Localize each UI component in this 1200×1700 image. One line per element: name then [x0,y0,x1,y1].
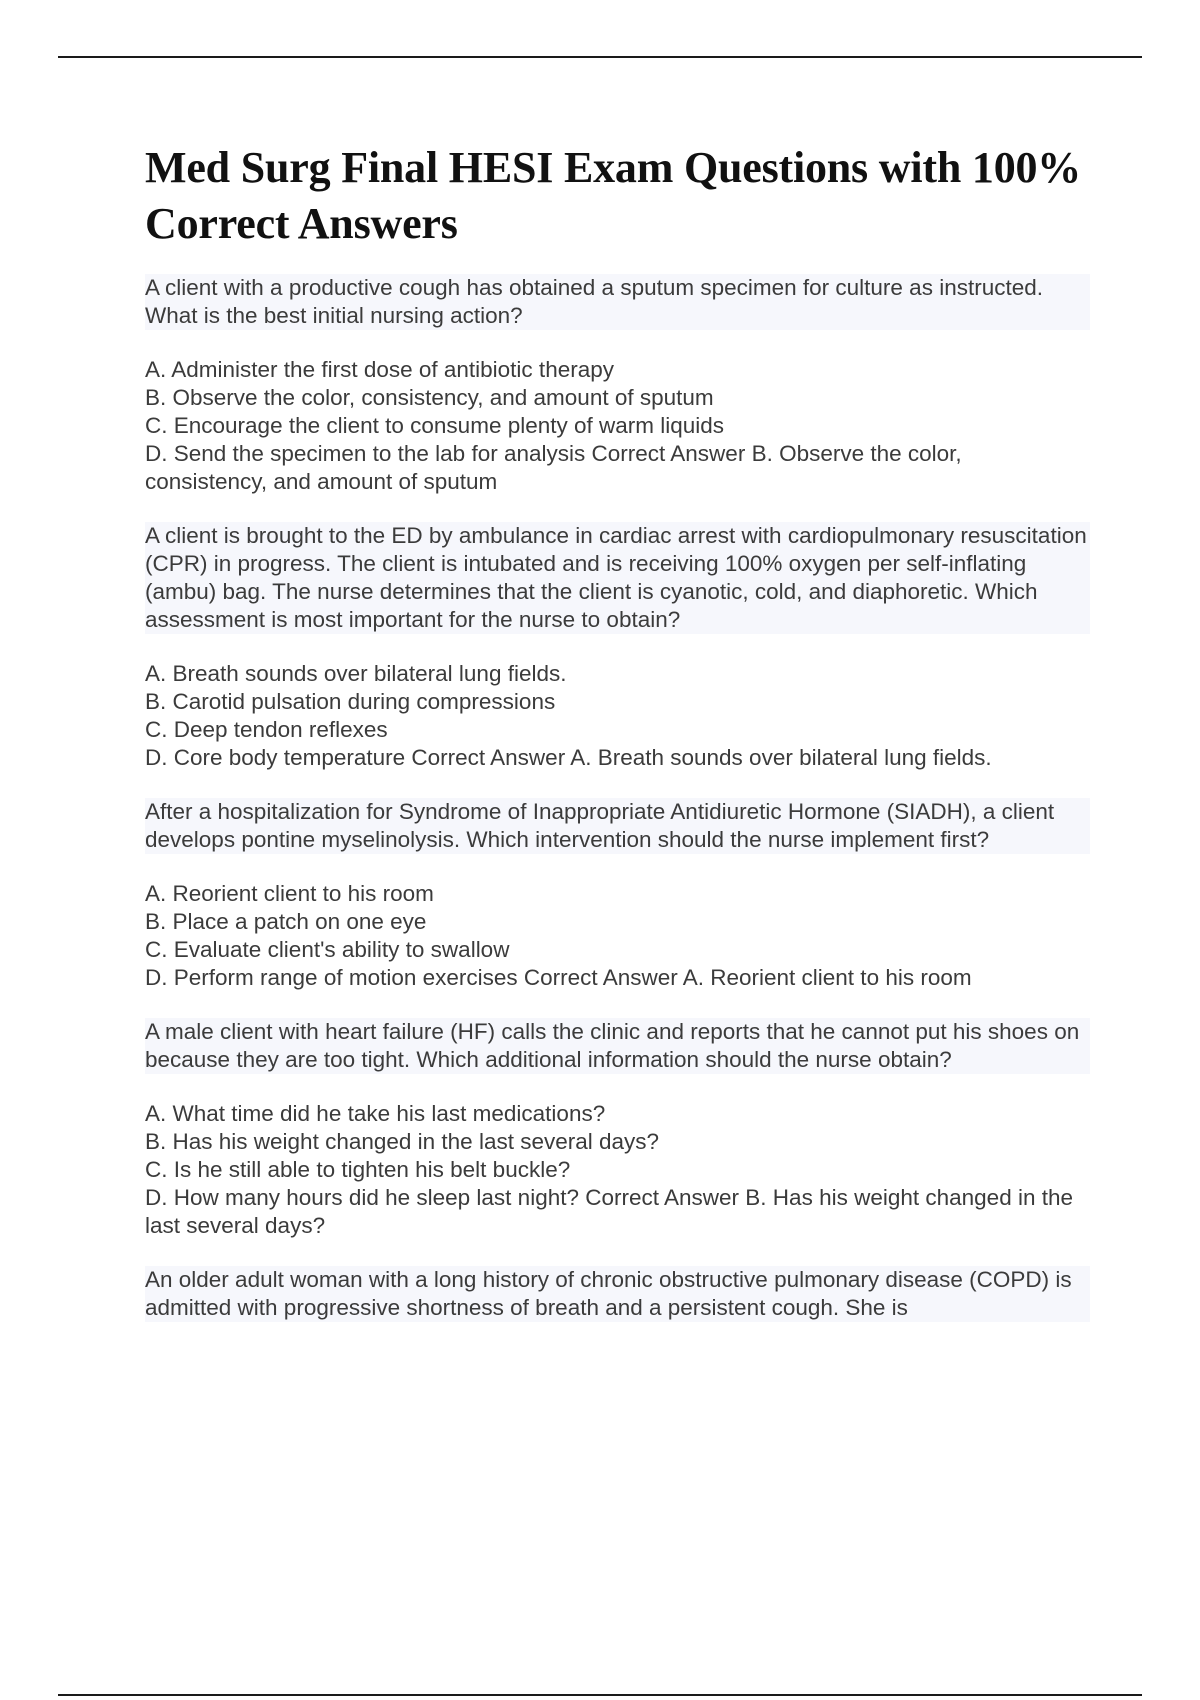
option-a: A. Administer the first dose of antibiotic therapy [145,357,614,382]
option-c: C. Encourage the client to consume plenty of warm liquids [145,413,725,438]
option-b: B. Observe the color, consistency, and amount of sputum [145,385,714,410]
option-d: D. Perform range of motion exercises [145,965,518,990]
question-options-4 [145,1100,1090,1240]
question-options-2 [145,660,1090,772]
option-b: B. Place a patch on one eye [145,909,427,934]
question-options-3 [145,880,1090,992]
correct-answer: Correct Answer B. Observe the color, consistency, and amount of sputum [145,441,962,494]
option-c: C. Deep tendon reflexes [145,717,388,742]
question-stem-4: A male client with heart failure (HF) calls the clinic and reports that he cannot put his shoes on because they are too tight. Which additional information should the nurse obtain? [145,1018,1090,1074]
correct-answer: Correct Answer B. Has his weight changed in the last several days? [145,1185,1073,1238]
option-d-with-answer [145,744,1090,772]
option-c: C. Evaluate client's ability to swallow [145,937,510,962]
option-a: A. What time did he take his last medications? [145,1101,606,1126]
document-title: Med Surg Final HESI Exam Questions with 100% Correct Answers [145,143,1082,248]
option-a: A. Breath sounds over bilateral lung fields. [145,661,567,686]
correct-answer: Correct Answer A. Reorient client to his room [523,965,972,990]
option-a: A. Reorient client to his room [145,881,434,906]
option-c: C. Is he still able to tighten his belt buckle? [145,1157,571,1182]
option-b: B. Carotid pulsation during compressions [145,689,556,714]
question-stem-2: A client is brought to the ED by ambulance in cardiac arrest with cardiopulmonary resuscitation (CPR) in progress. The client is intubated and is receiving 100% oxygen per self-inflating (ambu) bag. The nurse determines that the client is cyanotic, cold, and diaphoretic. Which assessment is most important for the nurse to obtain? [145,522,1090,634]
document-page [145,140,1090,1322]
question-stem-3: After a hospitalization for Syndrome of Inappropriate Antidiuretic Hormone (SIADH), a client develops pontine myselinolysis. Which intervention should the nurse implement first? [145,798,1090,854]
option-b: B. Has his weight changed in the last several days? [145,1129,660,1154]
question-stem-5-partial: An older adult woman with a long history of chronic obstructive pulmonary disease (COPD) is admitted with progressive shortness of breath and a persistent cough. She is [145,1266,1090,1322]
question-stem-1: A client with a productive cough has obtained a sputum specimen for culture as instructed. What is the best initial nursing action? [145,274,1090,330]
top-divider [58,56,1142,58]
correct-answer: Correct Answer A. Breath sounds over bilateral lung fields. [411,745,992,770]
option-d-with-answer [145,440,1090,496]
option-d: D. How many hours did he sleep last night? [145,1185,579,1210]
question-options-1 [145,356,1090,496]
bottom-divider [58,1694,1142,1696]
option-d-with-answer [145,964,1090,992]
option-d-with-answer [145,1184,1090,1240]
option-d: D. Send the specimen to the lab for analysis [145,441,586,466]
option-d: D. Core body temperature [145,745,406,770]
